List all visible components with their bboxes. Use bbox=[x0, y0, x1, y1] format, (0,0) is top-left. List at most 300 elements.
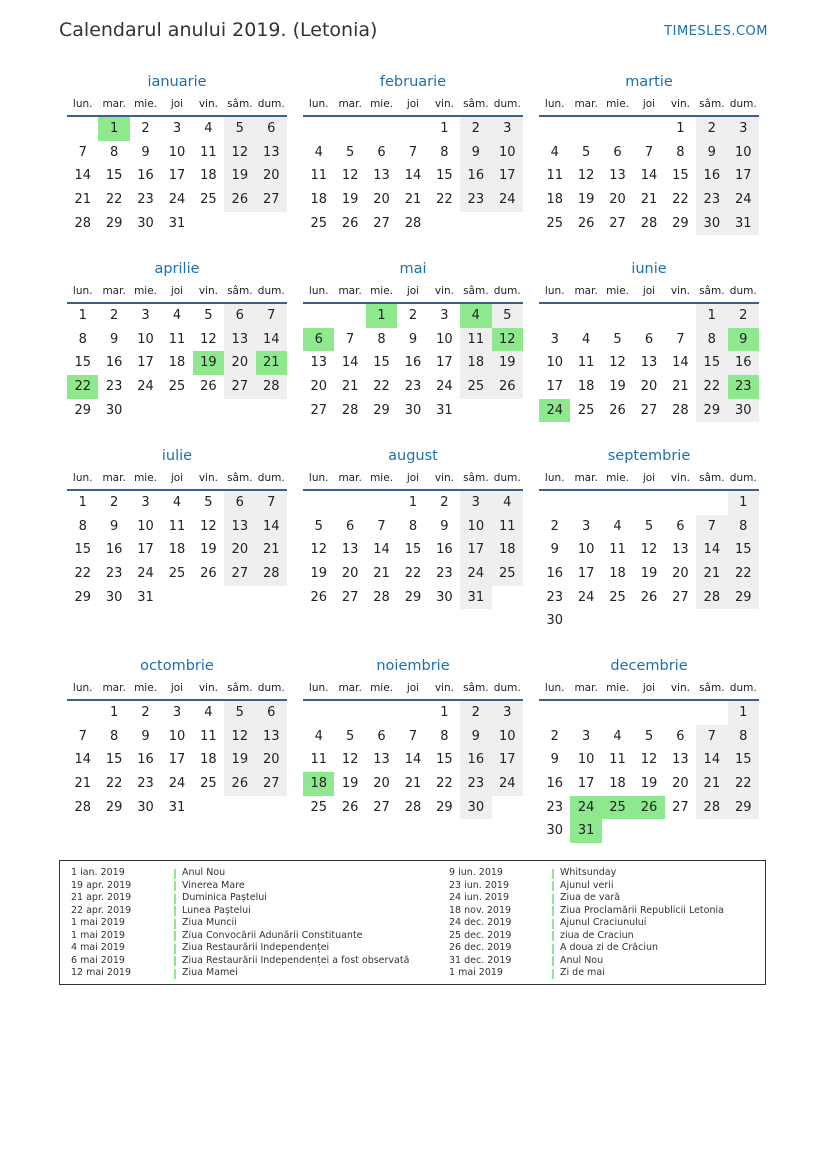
day-cell: 26 bbox=[200, 379, 217, 395]
weekend-day-cell: 3 bbox=[728, 117, 759, 141]
empty-cell bbox=[633, 491, 664, 515]
month-mai bbox=[303, 258, 523, 422]
weekend-day-cell: 24 bbox=[460, 562, 491, 586]
month-name: februarie bbox=[379, 74, 447, 90]
weekend-day-cell: 19 bbox=[224, 164, 255, 188]
legend-holiday-name: A doua zi de Crăciun bbox=[560, 942, 659, 953]
holiday-day-cell: 31 bbox=[570, 819, 601, 843]
weekday-label: joi bbox=[406, 98, 420, 110]
day-cell: 25 bbox=[200, 192, 217, 208]
empty-cell bbox=[539, 304, 570, 328]
weekday-label: sâm. bbox=[227, 682, 253, 694]
week-row bbox=[539, 212, 759, 236]
weekend-day-cell: 5 bbox=[492, 304, 523, 328]
weekday-label: lun. bbox=[544, 682, 565, 694]
weekend-day-cell: 26 bbox=[224, 772, 255, 796]
day-cell: 17 bbox=[168, 168, 186, 184]
day-cell: 23 bbox=[105, 566, 123, 582]
weekday-label: mie. bbox=[134, 285, 158, 297]
day-cell: 9 bbox=[408, 331, 418, 347]
day-cell: 6 bbox=[613, 144, 622, 160]
day-cell: 15 bbox=[105, 168, 123, 184]
day-cell: 31 bbox=[168, 215, 186, 231]
day-cell: 10 bbox=[546, 355, 563, 371]
week-row bbox=[539, 819, 759, 843]
week-row bbox=[303, 375, 523, 399]
legend-holiday-name: Ziua Restaurării Independenței a fost observată bbox=[182, 954, 410, 966]
day-cell: 21 bbox=[373, 566, 390, 582]
empty-cell bbox=[665, 819, 696, 843]
day-grid bbox=[67, 117, 287, 235]
weekday-label: mie. bbox=[370, 472, 394, 484]
weekend-day-cell: 5 bbox=[224, 701, 255, 725]
weekday-label: mie. bbox=[370, 682, 394, 694]
day-cell: 12 bbox=[341, 168, 359, 184]
day-cell: 9 bbox=[550, 752, 559, 768]
day-cell: 18 bbox=[310, 192, 327, 208]
weekday-label: joi bbox=[642, 285, 656, 297]
day-cell: 16 bbox=[546, 776, 563, 792]
empty-cell bbox=[633, 304, 664, 328]
weekday-label: mie. bbox=[606, 472, 630, 484]
day-cell: 7 bbox=[345, 331, 355, 347]
week-row bbox=[539, 141, 759, 165]
weekday-label: sâm. bbox=[699, 682, 725, 694]
day-cell: 22 bbox=[672, 192, 689, 208]
week-row bbox=[67, 725, 287, 749]
week-row bbox=[303, 701, 523, 725]
week-row bbox=[539, 351, 759, 375]
weekend-day-cell: 21 bbox=[696, 772, 727, 796]
month-octombrie bbox=[67, 655, 287, 819]
day-cell: 24 bbox=[137, 566, 154, 582]
day-grid bbox=[539, 304, 759, 422]
weekday-label: vin. bbox=[434, 682, 454, 694]
day-cell: 25 bbox=[310, 215, 327, 231]
legend-holiday-name: Duminica Paștelui bbox=[182, 892, 267, 903]
day-cell: 18 bbox=[200, 752, 217, 768]
day-cell: 19 bbox=[577, 192, 595, 208]
weekend-day-cell: 25 bbox=[460, 375, 491, 399]
empty-cell bbox=[161, 586, 192, 610]
day-cell: 11 bbox=[310, 752, 327, 768]
weekday-label: dum. bbox=[729, 285, 757, 297]
weekend-day-cell: 9 bbox=[460, 725, 491, 749]
day-cell: 28 bbox=[74, 215, 91, 231]
day-cell: 23 bbox=[546, 799, 563, 815]
day-cell: 9 bbox=[440, 518, 449, 534]
week-row bbox=[539, 188, 759, 212]
weekday-label: joi bbox=[406, 682, 420, 694]
day-cell: 25 bbox=[310, 799, 327, 815]
weekday-label: joi bbox=[642, 98, 656, 110]
weekend-day-cell: 12 bbox=[224, 725, 255, 749]
day-cell: 17 bbox=[546, 379, 563, 395]
weekday-label: vin. bbox=[198, 285, 218, 297]
week-row bbox=[539, 164, 759, 188]
weekend-day-cell: 13 bbox=[224, 515, 255, 539]
day-cell: 12 bbox=[200, 331, 217, 347]
weekday-label: vin. bbox=[198, 98, 218, 110]
holiday-day-cell: 9 bbox=[728, 328, 759, 352]
day-cell: 1 bbox=[109, 705, 119, 720]
day-cell: 17 bbox=[577, 566, 595, 582]
day-cell: 29 bbox=[74, 589, 91, 605]
legend-holiday-name: Ziua Mamei bbox=[182, 967, 238, 978]
weekend-day-cell: 1 bbox=[728, 491, 759, 515]
day-cell: 10 bbox=[577, 752, 595, 768]
legend-row bbox=[449, 867, 724, 880]
weekday-header bbox=[67, 677, 287, 701]
weekend-day-cell: 22 bbox=[728, 772, 759, 796]
weekday-label: mie. bbox=[370, 285, 394, 297]
day-cell: 10 bbox=[137, 331, 154, 347]
week-row bbox=[67, 772, 287, 796]
day-cell: 29 bbox=[672, 215, 689, 231]
month-name: martie bbox=[625, 74, 673, 90]
day-cell: 16 bbox=[105, 355, 123, 371]
legend-date: 24 dec. 2019 bbox=[449, 917, 512, 928]
day-cell: 24 bbox=[168, 776, 186, 792]
weekday-label: mar. bbox=[574, 285, 598, 297]
legend-holiday-name: Ajunul Craciunului bbox=[560, 917, 647, 928]
weekend-day-cell: 8 bbox=[696, 328, 727, 352]
week-row bbox=[67, 586, 287, 610]
weekday-label: joi bbox=[642, 682, 656, 694]
day-cell: 22 bbox=[404, 566, 422, 582]
weekend-day-cell: 10 bbox=[728, 141, 759, 165]
day-cell: 29 bbox=[105, 799, 123, 815]
day-cell: 18 bbox=[577, 379, 595, 395]
day-cell: 4 bbox=[314, 144, 323, 160]
weekday-label: mar. bbox=[102, 682, 126, 694]
month-name: iulie bbox=[161, 448, 193, 464]
weekend-day-cell: 30 bbox=[696, 212, 727, 236]
weekend-day-cell: 9 bbox=[460, 141, 491, 165]
weekend-day-cell: 27 bbox=[256, 772, 287, 796]
weekday-label: mar. bbox=[338, 682, 362, 694]
weekday-label: lun. bbox=[308, 682, 329, 694]
empty-cell bbox=[193, 586, 224, 610]
week-row bbox=[303, 399, 523, 423]
day-cell: 30 bbox=[105, 402, 123, 418]
legend-date: 6 mai 2019 bbox=[71, 954, 125, 966]
day-cell: 14 bbox=[640, 168, 658, 184]
empty-cell bbox=[256, 796, 287, 820]
empty-cell bbox=[334, 491, 365, 515]
week-row bbox=[303, 748, 523, 772]
day-cell: 20 bbox=[310, 379, 327, 395]
day-cell: 30 bbox=[137, 215, 154, 231]
weekend-day-cell: 31 bbox=[460, 586, 491, 610]
day-cell: 27 bbox=[640, 402, 658, 418]
day-cell: 4 bbox=[172, 495, 182, 510]
weekday-label: sâm. bbox=[463, 472, 489, 484]
weekday-label: sâm. bbox=[227, 285, 253, 297]
month-august bbox=[303, 445, 523, 609]
empty-cell bbox=[633, 609, 664, 633]
day-cell: 30 bbox=[546, 613, 563, 629]
holiday-day-cell: 23 bbox=[728, 375, 759, 399]
week-row bbox=[303, 117, 523, 141]
day-cell: 11 bbox=[546, 168, 563, 184]
weekend-day-cell: 29 bbox=[728, 586, 759, 610]
day-cell: 7 bbox=[408, 728, 418, 744]
day-cell: 2 bbox=[109, 308, 119, 323]
week-row bbox=[539, 538, 759, 562]
weekend-day-cell: 3 bbox=[460, 491, 491, 515]
empty-cell bbox=[429, 212, 460, 236]
week-row bbox=[303, 515, 523, 539]
day-cell: 14 bbox=[672, 355, 689, 371]
weekday-label: dum. bbox=[493, 472, 521, 484]
weekday-header bbox=[303, 93, 523, 117]
day-cell: 23 bbox=[137, 192, 154, 208]
weekday-label: lun. bbox=[308, 472, 329, 484]
weekend-day-cell: 2 bbox=[460, 701, 491, 725]
weekday-label: lun. bbox=[72, 285, 93, 297]
legend-holiday-name: Ajunul verii bbox=[560, 879, 614, 891]
weekend-day-cell: 8 bbox=[728, 515, 759, 539]
weekday-label: mar. bbox=[338, 285, 362, 297]
day-cell: 19 bbox=[200, 542, 217, 558]
day-cell: 25 bbox=[200, 776, 217, 792]
day-cell: 25 bbox=[609, 589, 626, 605]
legend-holiday-name: Ziua Convocării Adunării Constituante bbox=[182, 929, 363, 941]
legend-date: 25 dec. 2019 bbox=[449, 929, 512, 941]
legend-date: 19 apr. 2019 bbox=[71, 879, 132, 891]
week-row bbox=[539, 117, 759, 141]
holiday-day-cell: 24 bbox=[539, 399, 570, 423]
week-row bbox=[539, 748, 759, 772]
day-cell: 10 bbox=[168, 728, 186, 744]
weekday-label: joi bbox=[170, 472, 184, 484]
weekday-label: lun. bbox=[308, 98, 329, 110]
day-cell: 13 bbox=[373, 168, 390, 184]
weekday-label: lun. bbox=[544, 472, 565, 484]
week-row bbox=[303, 141, 523, 165]
weekend-day-cell: 8 bbox=[728, 725, 759, 749]
weekday-label: dum. bbox=[257, 285, 285, 297]
weekday-label: sâm. bbox=[699, 472, 725, 484]
weekday-label: sâm. bbox=[699, 285, 725, 297]
day-cell: 3 bbox=[440, 308, 449, 323]
holiday-marker bbox=[552, 931, 554, 941]
weekend-day-cell: 31 bbox=[728, 212, 759, 236]
weekend-day-cell: 11 bbox=[492, 515, 523, 539]
week-row bbox=[539, 609, 759, 633]
empty-cell bbox=[696, 491, 727, 515]
empty-cell bbox=[633, 701, 664, 725]
weekday-label: dum. bbox=[493, 285, 521, 297]
empty-cell bbox=[303, 117, 334, 141]
day-cell: 3 bbox=[172, 705, 182, 720]
legend-date: 1 mai 2019 bbox=[71, 929, 125, 941]
legend-row bbox=[71, 955, 409, 968]
day-cell: 25 bbox=[168, 379, 186, 395]
holiday-marker bbox=[174, 969, 176, 979]
legend-holiday-name: Vinerea Mare bbox=[182, 879, 245, 891]
empty-cell bbox=[366, 701, 397, 725]
weekday-label: vin. bbox=[198, 472, 218, 484]
weekend-day-cell: 19 bbox=[492, 351, 523, 375]
weekday-label: mar. bbox=[574, 98, 598, 110]
weekend-day-cell: 28 bbox=[256, 375, 287, 399]
weekend-day-cell: 20 bbox=[224, 351, 255, 375]
weekend-day-cell: 2 bbox=[696, 117, 727, 141]
day-cell: 20 bbox=[672, 566, 689, 582]
legend-holiday-name: ziua de Craciun bbox=[560, 929, 634, 941]
weekday-label: dum. bbox=[729, 98, 757, 110]
legend-row bbox=[71, 892, 409, 905]
holiday-marker bbox=[552, 894, 554, 904]
week-row bbox=[303, 328, 523, 352]
weekend-day-cell: 7 bbox=[696, 515, 727, 539]
weekend-day-cell: 17 bbox=[492, 748, 523, 772]
day-cell: 20 bbox=[640, 379, 658, 395]
weekend-day-cell: 25 bbox=[492, 562, 523, 586]
day-cell: 24 bbox=[436, 379, 453, 395]
holiday-day-cell: 24 bbox=[570, 796, 601, 820]
weekday-label: mar. bbox=[102, 472, 126, 484]
month-ianuarie bbox=[67, 71, 287, 235]
day-cell: 11 bbox=[168, 331, 186, 347]
day-cell: 1 bbox=[78, 308, 87, 323]
day-cell: 23 bbox=[404, 379, 422, 395]
empty-cell bbox=[492, 212, 523, 236]
day-cell: 20 bbox=[373, 192, 390, 208]
day-cell: 10 bbox=[436, 331, 453, 347]
weekday-label: sâm. bbox=[227, 98, 253, 110]
day-cell: 5 bbox=[345, 728, 355, 744]
day-cell: 2 bbox=[550, 518, 559, 534]
weekend-day-cell: 24 bbox=[728, 188, 759, 212]
weekend-day-cell: 14 bbox=[256, 328, 287, 352]
month-name: noiembrie bbox=[376, 658, 450, 674]
day-cell: 14 bbox=[341, 355, 359, 371]
weekday-label: sâm. bbox=[463, 285, 489, 297]
weekend-day-cell: 15 bbox=[728, 748, 759, 772]
day-cell: 15 bbox=[74, 355, 91, 371]
day-cell: 14 bbox=[74, 752, 91, 768]
weekday-label: joi bbox=[170, 682, 184, 694]
day-cell: 8 bbox=[676, 144, 685, 160]
holiday-marker bbox=[174, 869, 176, 879]
day-cell: 26 bbox=[341, 799, 359, 815]
legend-row bbox=[449, 955, 724, 968]
empty-cell bbox=[570, 701, 601, 725]
day-cell: 19 bbox=[310, 566, 327, 582]
weekend-day-cell: 12 bbox=[224, 141, 255, 165]
weekday-label: dum. bbox=[729, 682, 757, 694]
weekday-label: mar. bbox=[102, 98, 126, 110]
holiday-legend bbox=[59, 860, 766, 985]
day-grid bbox=[303, 701, 523, 819]
day-cell: 17 bbox=[168, 752, 186, 768]
day-cell: 25 bbox=[577, 402, 595, 418]
empty-cell bbox=[334, 117, 365, 141]
legend-date: 1 ian. 2019 bbox=[71, 867, 125, 878]
day-cell: 13 bbox=[310, 355, 327, 371]
day-cell: 18 bbox=[609, 566, 626, 582]
day-cell: 30 bbox=[436, 589, 453, 605]
holiday-day-cell: 22 bbox=[67, 375, 98, 399]
day-cell: 2 bbox=[109, 495, 119, 510]
day-cell: 31 bbox=[436, 402, 453, 418]
empty-cell bbox=[161, 399, 192, 423]
legend-date: 21 apr. 2019 bbox=[71, 892, 132, 903]
month-name: octombrie bbox=[140, 658, 214, 674]
day-cell: 12 bbox=[577, 168, 595, 184]
empty-cell bbox=[492, 796, 523, 820]
day-cell: 13 bbox=[341, 542, 359, 558]
month-name: septembrie bbox=[607, 448, 691, 464]
day-cell: 26 bbox=[640, 589, 658, 605]
weekday-label: mie. bbox=[606, 682, 630, 694]
empty-cell bbox=[570, 117, 601, 141]
weekend-day-cell: 23 bbox=[696, 188, 727, 212]
weekday-label: joi bbox=[406, 285, 420, 297]
legend-column-right bbox=[449, 867, 724, 980]
day-cell: 22 bbox=[105, 776, 123, 792]
day-cell: 29 bbox=[436, 799, 453, 815]
day-cell: 9 bbox=[141, 144, 150, 160]
day-cell: 2 bbox=[440, 495, 449, 510]
legend-date: 18 nov. 2019 bbox=[449, 904, 512, 916]
legend-row bbox=[71, 905, 409, 918]
day-cell: 22 bbox=[373, 379, 390, 395]
day-cell: 30 bbox=[105, 589, 123, 605]
empty-cell bbox=[224, 399, 255, 423]
weekend-day-cell: 29 bbox=[696, 399, 727, 423]
day-cell: 6 bbox=[676, 728, 685, 744]
weekend-day-cell: 16 bbox=[728, 351, 759, 375]
day-cell: 6 bbox=[644, 331, 654, 347]
day-cell: 23 bbox=[137, 776, 154, 792]
weekend-day-cell: 24 bbox=[492, 772, 523, 796]
week-row bbox=[539, 375, 759, 399]
weekend-day-cell: 15 bbox=[728, 538, 759, 562]
day-cell: 27 bbox=[672, 589, 689, 605]
week-row bbox=[539, 491, 759, 515]
holiday-day-cell: 19 bbox=[193, 351, 224, 375]
day-cell: 26 bbox=[341, 215, 359, 231]
weekday-label: dum. bbox=[729, 472, 757, 484]
day-cell: 2 bbox=[550, 728, 559, 744]
day-cell: 5 bbox=[345, 144, 355, 160]
holiday-marker bbox=[174, 906, 176, 916]
site-link[interactable]: TIMESLES.COM bbox=[664, 24, 768, 39]
week-row bbox=[539, 796, 759, 820]
holiday-marker bbox=[552, 869, 554, 879]
day-cell: 31 bbox=[137, 589, 154, 605]
day-cell: 28 bbox=[404, 799, 422, 815]
day-cell: 1 bbox=[440, 705, 449, 720]
legend-holiday-name: Zi de mai bbox=[560, 967, 605, 978]
day-cell: 15 bbox=[105, 752, 123, 768]
weekday-label: mie. bbox=[134, 472, 158, 484]
empty-cell bbox=[366, 117, 397, 141]
weekend-day-cell: 7 bbox=[256, 304, 287, 328]
day-cell: 8 bbox=[408, 518, 418, 534]
week-row bbox=[539, 515, 759, 539]
day-cell: 12 bbox=[640, 752, 658, 768]
day-cell: 10 bbox=[577, 542, 595, 558]
month-name: aprilie bbox=[154, 261, 200, 277]
day-cell: 7 bbox=[676, 331, 685, 347]
day-cell: 15 bbox=[436, 752, 453, 768]
day-cell: 8 bbox=[377, 331, 386, 347]
